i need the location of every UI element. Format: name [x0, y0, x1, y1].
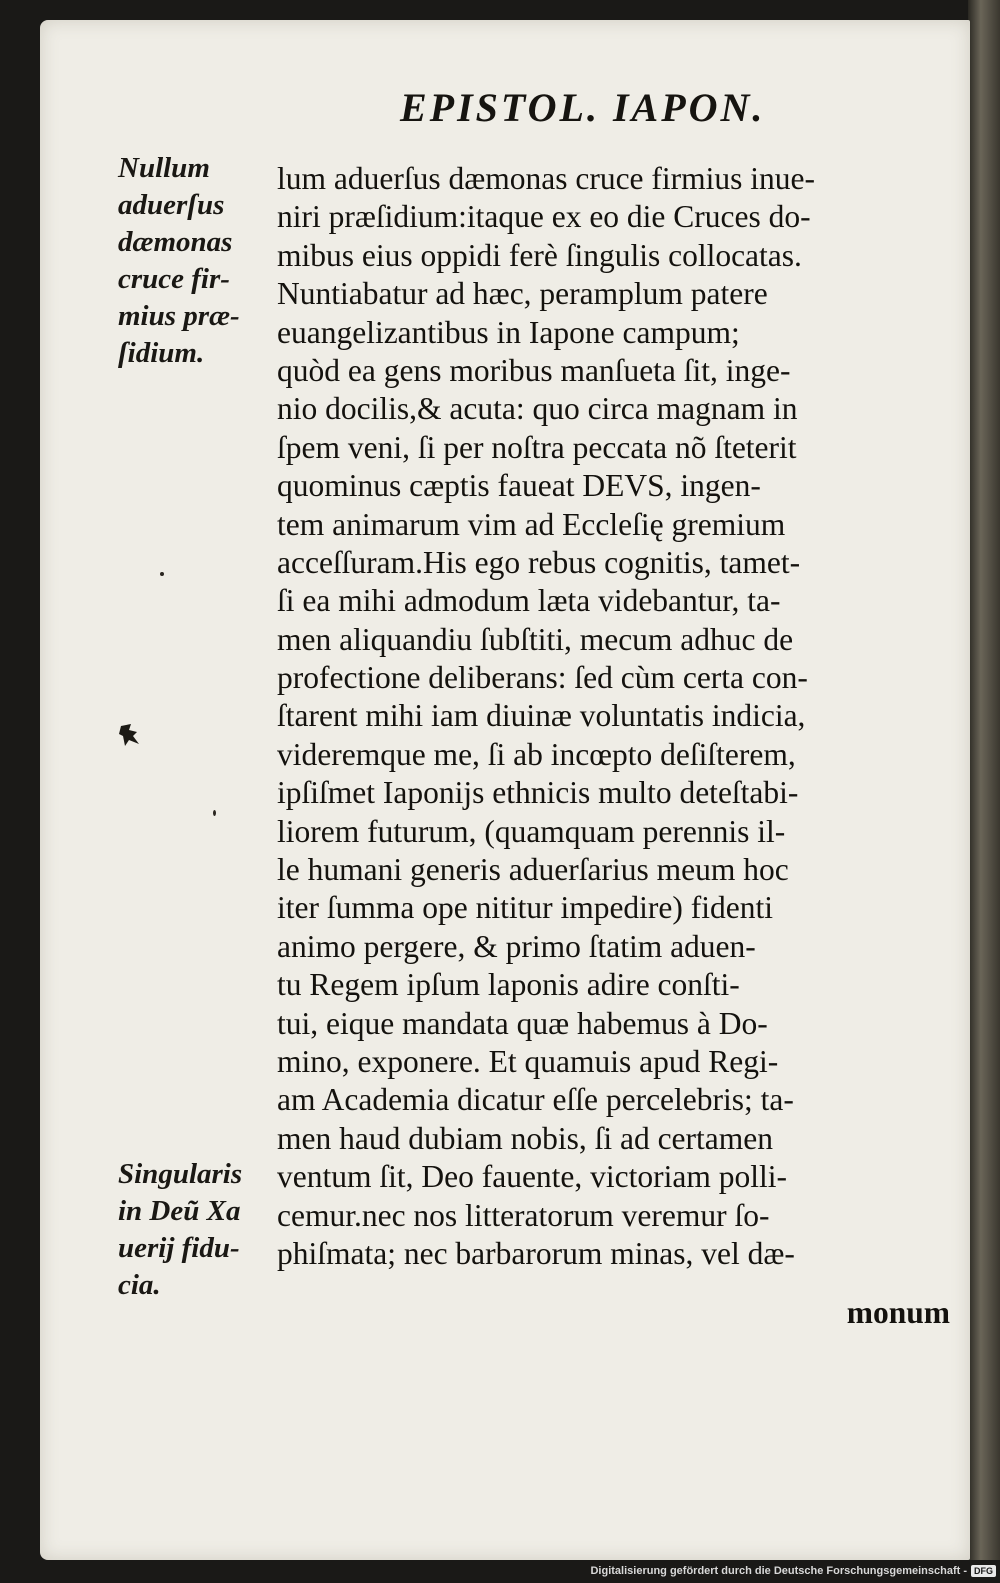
text-line: animo pergere, & primo ſtatim aduen- — [277, 928, 756, 964]
ink-mark-icon — [117, 722, 143, 748]
text-line: ventum ſit, Deo fauente, victoriam polli- — [277, 1159, 787, 1195]
margin-note-line: cia. — [118, 1269, 161, 1301]
text-line: le humani generis aduerſarius meum hoc — [277, 852, 789, 888]
text-line: ſpem veni, ſi per noſtra peccata nõ ſteterit — [277, 429, 797, 465]
margin-note-line: dæmonas — [118, 226, 233, 258]
text-line: tu Regem ipſum laponis adire conſti- — [277, 967, 740, 1003]
text-line: mibus eius oppidi ferè ſingulis collocatas. — [277, 237, 802, 273]
text-line: phiſmata; nec barbarorum minas, vel dæ- — [277, 1235, 795, 1271]
footer-credit-text: Digitalisierung gefördert durch die Deutsche Forschungsgemeinschaft - — [590, 1565, 967, 1577]
text-line: videremque me, ſi ab incœpto deſiſterem, — [277, 736, 796, 772]
text-line: men haud dubiam nobis, ſi ad certamen — [277, 1120, 773, 1156]
ink-speck — [213, 810, 216, 816]
text-line: euangelizantibus in Iapone campum; — [277, 314, 740, 350]
margin-note-line: aduerſus — [118, 189, 225, 221]
text-line: liorem futurum, (quamquam perennis il- — [277, 813, 786, 849]
text-line: iter ſumma ope nititur impedire) fidenti — [277, 890, 773, 926]
text-line: cemur.nec nos litteratorum veremur ſo- — [277, 1197, 770, 1233]
text-line: tui, eique mandata quæ habemus à Do- — [277, 1005, 768, 1041]
text-line: acceſſuram.His ego rebus cognitis, tamet- — [277, 544, 801, 580]
body-text — [277, 160, 945, 1273]
text-line: quominus cæptis faueat DEVS, ingen- — [277, 468, 761, 504]
text-line: Nuntiabatur ad hæc, peramplum patere — [277, 276, 768, 312]
text-line: nio docilis,& acuta: quo circa magnam in — [277, 391, 798, 427]
text-line: ſi ea mihi admodum læta videbantur, ta- — [277, 583, 781, 619]
margin-note-faith — [118, 1156, 278, 1304]
text-line: tem animarum vim ad Eccleſię gremium — [277, 506, 786, 542]
text-line: ſtarent mihi iam diuinæ voluntatis indicia, — [277, 698, 806, 734]
ink-speck — [160, 572, 164, 576]
text-line: men aliquandiu ſubſtiti, mecum adhuc de — [277, 621, 794, 657]
text-line: lum aduerſus dæmonas cruce firmius inue- — [277, 161, 815, 196]
margin-note-line: uerij fidu- — [118, 1232, 240, 1264]
text-line: am Academia dicatur eſſe percelebris; ta- — [277, 1082, 794, 1118]
text-line: ipſiſmet Iaponijs ethnicis multo deteſtabi- — [277, 775, 799, 811]
margin-note-line: Nullum — [118, 152, 210, 184]
dfg-logo-icon: DFG — [971, 1565, 996, 1577]
book-edge — [968, 0, 1000, 1560]
margin-note-line: in Deũ Xa — [118, 1195, 241, 1227]
text-line: quòd ea gens moribus manſueta ſit, inge- — [277, 352, 791, 388]
margin-note-line: ſidium. — [118, 337, 205, 369]
text-line: profectione deliberans: ſed cùm certa con- — [277, 660, 808, 696]
text-line: mino, exponere. Et quamuis apud Regi- — [277, 1043, 779, 1079]
margin-note-line: Singularis — [118, 1158, 243, 1190]
margin-note-line: cruce fir- — [118, 263, 230, 295]
catchword: monum — [846, 1295, 950, 1330]
footer-credit — [590, 1563, 996, 1579]
running-head: EPISTOL. IAPON. — [400, 85, 766, 130]
margin-note-line: mius præ- — [118, 300, 240, 332]
text-line: niri præſidium:itaque ex eo die Cruces do- — [277, 199, 811, 235]
margin-note-cross — [118, 150, 278, 372]
